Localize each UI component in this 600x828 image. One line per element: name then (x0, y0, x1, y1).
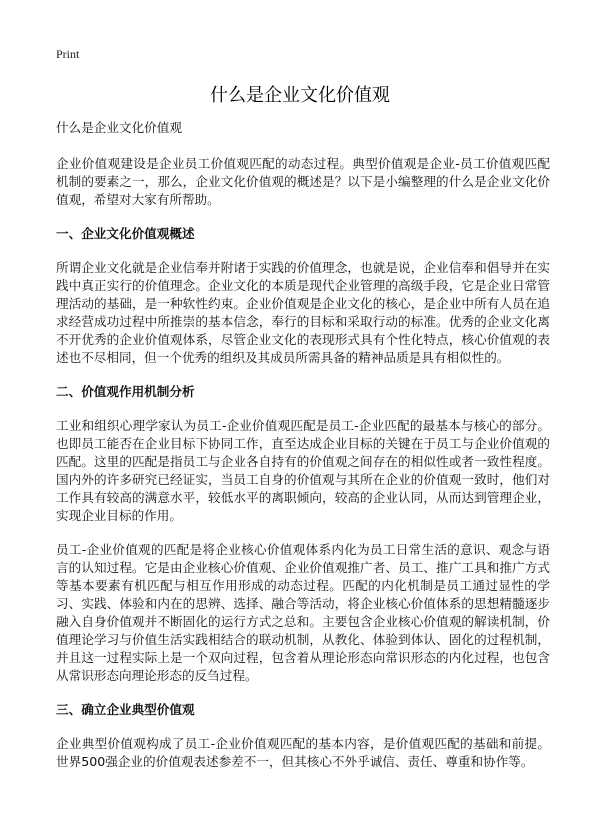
section-heading: 一、企业文化价值观概述 (56, 226, 195, 241)
intro-paragraph: 企业价值观建设是企业员工价值观匹配的动态过程。典型价值观是企业-员工价值观匹配机制的要素之一，那么，企业文化价值观的概述是？以下是小编整理的什么是企业文化价值观，希望对大家有所帮助。 (56, 156, 550, 207)
section-paragraph: 所谓企业文化就是企业信奉并附诸于实践的价值理念，也就是说，企业信奉和倡导并在实践中真正实行的价值理念。企业文化的本质是现代企业管理的高级手段，它是企业日常管理活动的基础，是一种软性约束。企业价值观是企业文化的核心，是企业中所有人员在追求经营成功过程中所推崇的基本信念，奉行的目标和采取行动的标准。优秀的企业文化离不开优秀的企业价值观体系，尽管企业文化的表现形式具有个性化特点，核心价值观的表述也不尽相同，但一个优秀的组织及其成员所需具备的精神品质是具有相似性的。 (56, 260, 550, 365)
section-paragraph: 企业典型价值观构成了员工-企业价值观匹配的基本内容，是价值观匹配的基础和前提。世界500强企业的价值观表述参差不一，但其核心不外乎诚信、责任、尊重和协作等。 (56, 736, 550, 769)
article-subtitle: 什么是企业文化价值观 (56, 120, 182, 135)
section-paragraph: 工业和组织心理学家认为员工-企业价值观匹配是员工-企业匹配的最基本与核心的部分。也即员工能否在企业目标下协同工作，直至达成企业目标的关键在于员工与企业价值观的匹配。这里的匹配是指员工与企业各自持有的价值观之间存在的相似性或者一致性程度。国内外的许多研究已经证实，当员工自身的价值观与其所在企业的价值观一致时，他们对工作具有较高的满意水平，较低水平的离职倾向，较高的企业认同，从而达到管理企业，实现企业目标的作用。 (56, 418, 550, 523)
section-paragraph: 员工-企业价值观的匹配是将企业核心价值观体系内化为员工日常生活的意识、观念与语言的认知过程。它是由企业核心价值观、企业价值观推广者、员工、推广工具和推广方式等基本要素有机匹配与相互作用形成的动态过程。匹配的内化机制是员工通过显性的学习、实践、体验和内在的思辨、选择、融合等活动，将企业核心价值体系的思想精髓逐步融入自身价值观并不断固化的运行方式之总和。主要包含企业核心价值观的解读机制，价值理论学习与价值生活实践相结合的联动机制，从教化、体验到体认、固化的过程机制，并且这一过程实际上是一个双向过程，包含着从理论形态向常识形态的内化过程，也包含从常识形态向理论形态的反刍过程。 (56, 542, 550, 683)
page-title: 什么是企业文化价值观 (210, 85, 390, 106)
section-heading: 二、价值观作用机制分析 (56, 384, 195, 399)
section-heading: 三、确立企业典型价值观 (56, 702, 195, 717)
article-body (56, 119, 550, 787)
print-link[interactable]: Print (56, 47, 80, 61)
